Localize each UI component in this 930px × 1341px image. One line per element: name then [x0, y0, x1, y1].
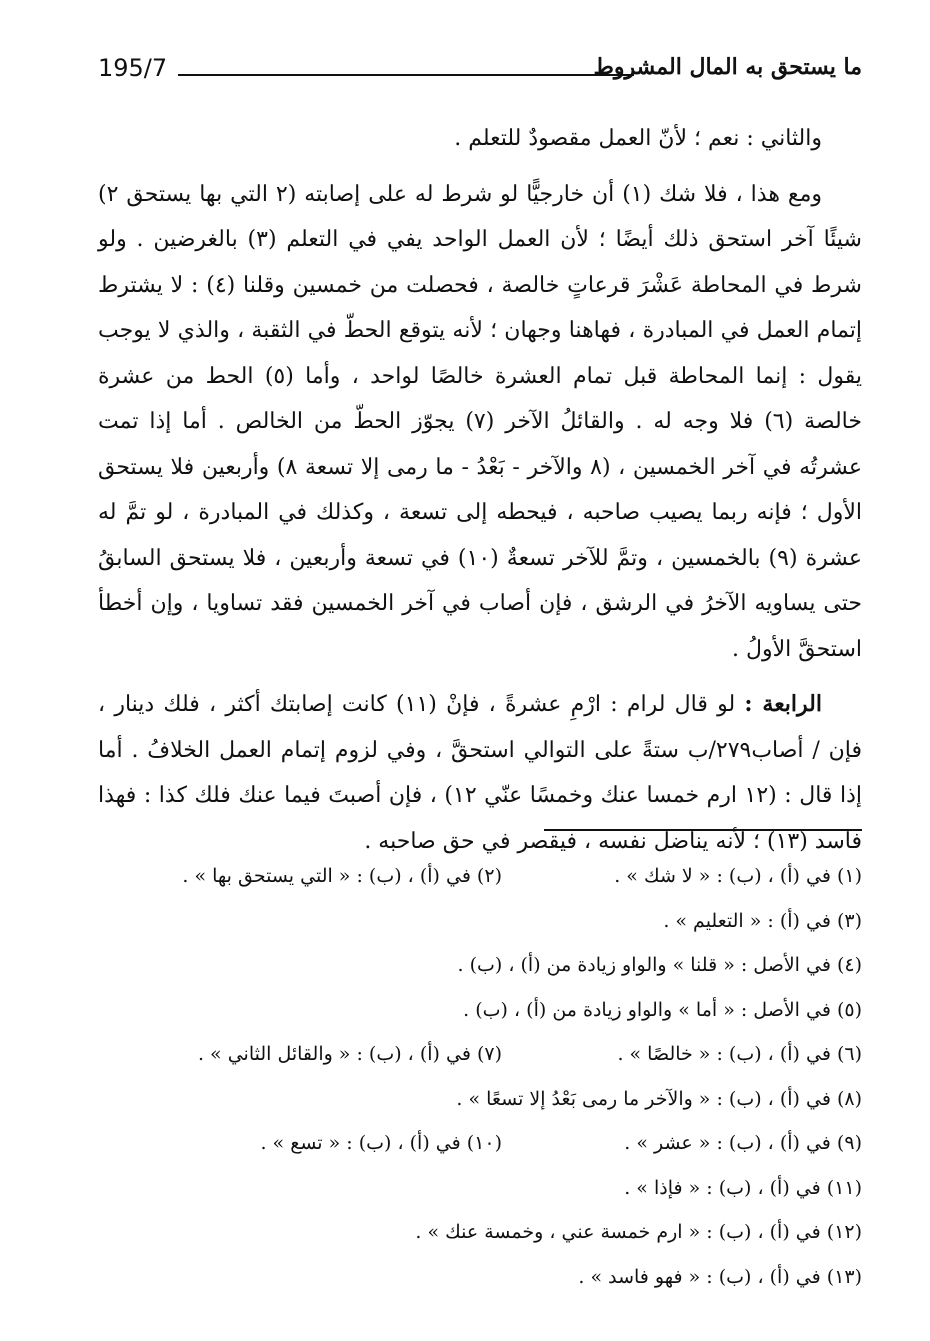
- footnote-row: [100, 988, 862, 1033]
- paragraph-2: ومع هذا ، فلا شك (١) أن خارجيًّا لو شرط له على إصابته (٢ التي بها يستحق ٢) شيئًا آخر استحق ذلك أيضًا ؛ لأن العمل الواحد يفي في التعلم (٣) بالغرضين . ولو شرط في المحاطة عَشْرَ قرعاتٍ خالصة ، فحصلت من خمسين وقلنا (٤) : لا يشترط إتمام العمل في المبادرة ، فهاهنا وجهان ؛ لأنه يتوقع الحطّ في الثقبة ، والذي لا يوجب يقول : إنما المحاطة قبل تمام العشرة خالصًا لواحد ، وأما (٥) الحط من عشرة خالصة (٦) فلا وجه له . والقائلُ الآخر (٧) يجوّز الحطّ من الخالص . أما إذا تمت عشرتُه في آخر الخمسين ، (٨ والآخر - بَعْدُ - ما رمى إلا تسعة ٨) وأربعين فلا يستحق الأول ؛ فإنه ربما يصيب صاحبه ، فيحطه إلى تسعة ، وكذلك في المبادرة ، لو تمَّ له عشرة (٩) بالخمسين ، وتمَّ للآخر تسعةٌ (١٠) في تسعة وأربعين ، فلا يستحق السابقُ حتى يساويه الآخرُ في الرشق ، فإن أصاب في آخر الخمسين فقد تساويا ، وإن أخطأ استحقَّ الأولُ .: [98, 181, 862, 662]
- header-rule: [178, 74, 634, 76]
- page-number: 195/7: [98, 54, 168, 82]
- main-text: [98, 116, 862, 864]
- footnote-2: (٢) في (أ) ، (ب) : « التي يستحق بها » .: [182, 865, 502, 887]
- footnote-row: [100, 1166, 862, 1211]
- footnote-7: (٧) في (أ) ، (ب) : « والقائل الثاني » .: [197, 1043, 502, 1065]
- footnote-6: (٦) في (أ) ، (ب) : « خالصًا » .: [617, 1043, 862, 1065]
- footnote-row: [100, 943, 862, 988]
- footnote-row: [100, 854, 862, 899]
- footnote-row: [100, 1210, 862, 1255]
- section-label: الرابعة :: [744, 691, 822, 717]
- paragraph-3-text: لو قال لرام : ارْمِ عشرةً ، فإنْ (١١) كانت إصابتك أكثر ، فلك دينار ، فإن / أصاب٢٧٩/ب ستةً على التوالي استحقَّ ، وفي لزوم إتمام العمل الخلافُ . أما إذا قال : (١٢ ارم خمسا عنك وخمسًا عنّي ١٢) ، فإن أصبتَ فيما عنك فلك كذا : فهذا فاسد (١٣) ؛ لأنه يناضل نفسه ، فيقصر في حق صاحبه .: [98, 692, 863, 854]
- footnote-11: (١١) في (أ) ، (ب) : « فإذا » .: [624, 1176, 862, 1199]
- footnote-10: (١٠) في (أ) ، (ب) : « تسع » .: [260, 1132, 502, 1154]
- footnote-row: [100, 899, 862, 944]
- footnote-3: (٣) في (أ) : « التعليم » .: [663, 909, 862, 932]
- paragraph-3: [98, 682, 862, 864]
- page-header: [98, 52, 862, 92]
- paragraph-1: والثاني : نعم ؛ لأنّ العمل مقصودٌ للتعلم .: [454, 126, 822, 151]
- footnote-row: [100, 1255, 862, 1300]
- footnote-9: (٩) في (أ) ، (ب) : « عشر » .: [624, 1132, 862, 1154]
- footnote-row: [100, 1121, 862, 1166]
- footnote-separator: [544, 829, 862, 831]
- footnote-12: (١٢) في (أ) ، (ب) : « ارم خمسة عني ، وخمسة عنك » .: [415, 1221, 862, 1243]
- footnotes: [100, 854, 862, 1299]
- footnote-1: (١) في (أ) ، (ب) : « لا شك » .: [614, 865, 862, 887]
- footnote-5: (٥) في الأصل : « أما » والواو زيادة من (أ) ، (ب) .: [463, 998, 862, 1021]
- footnote-row: [100, 1032, 862, 1077]
- footnote-4: (٤) في الأصل : « قلنا » والواو زيادة من (أ) ، (ب) .: [457, 954, 862, 976]
- running-title: ما يستحق به المال المشروط: [593, 54, 862, 80]
- footnote-13: (١٣) في (أ) ، (ب) : « فهو فاسد » .: [578, 1265, 862, 1288]
- footnote-8: (٨) في (أ) ، (ب) : « والآخر ما رمى بَعْدُ إلا تسعًا » .: [456, 1087, 862, 1110]
- footnote-row: [100, 1077, 862, 1122]
